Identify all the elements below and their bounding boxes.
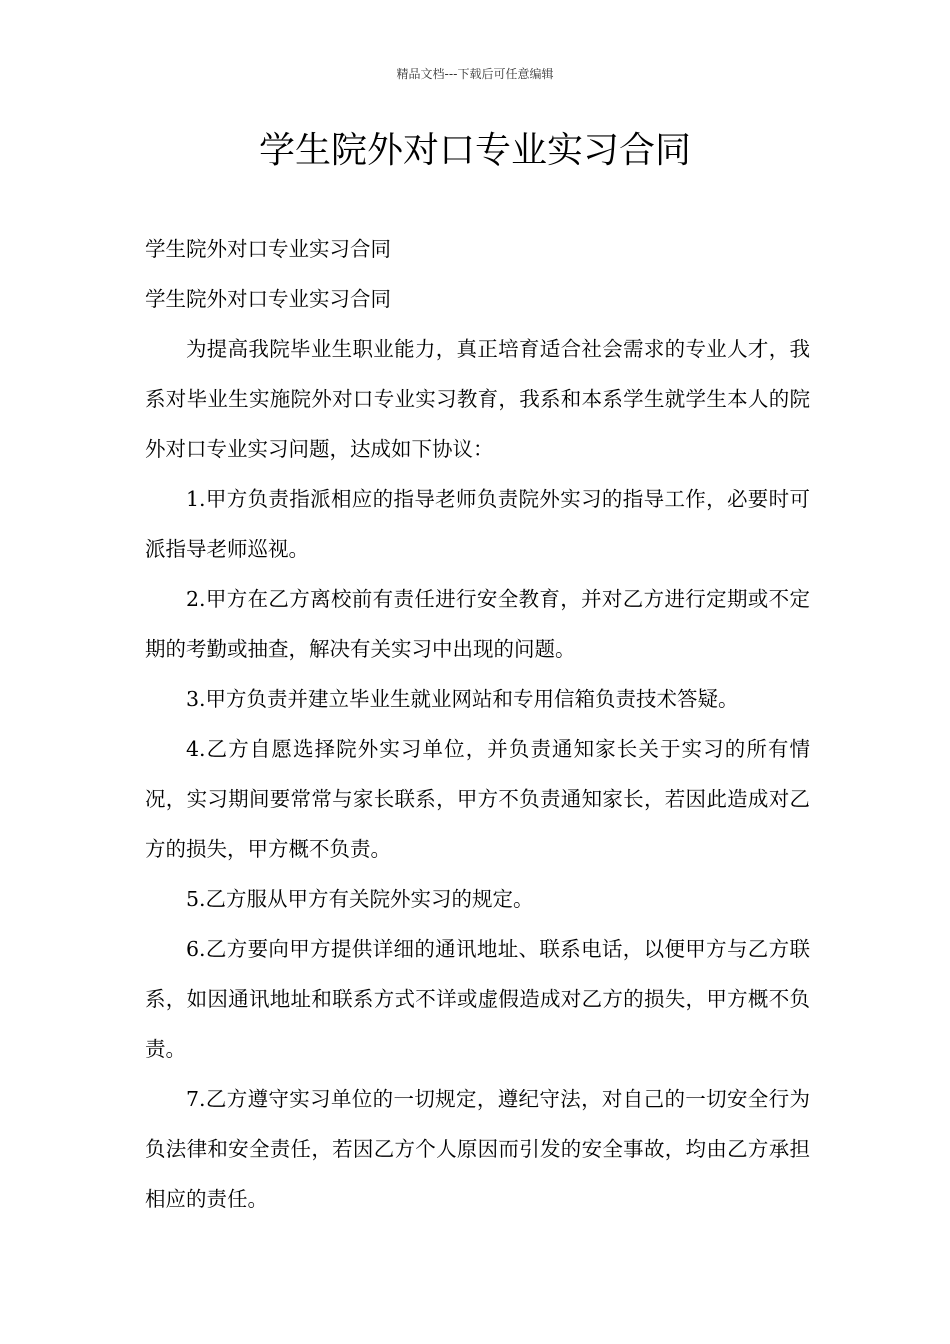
clause-paragraph: 5.乙方服从甲方有关院外实习的规定。 bbox=[186, 887, 534, 911]
intro-paragraph: 为提高我院毕业生职业能力，真正培育适合社会需求的专业人才，我系对毕业生实施院外对口专业实习教育，我系和本系学生就学生本人的院外对口专业实习问题，达成如下协议： bbox=[145, 337, 810, 461]
header-note: 精品文档---下载后可任意编辑 bbox=[396, 67, 554, 81]
clause-paragraph: 3.甲方负责并建立毕业生就业网站和专用信箱负责技术答疑。 bbox=[186, 687, 739, 711]
subtitle-line: 学生院外对口专业实习合同 bbox=[145, 237, 391, 261]
document-title: 学生院外对口专业实习合同 bbox=[258, 130, 691, 171]
clause-paragraph: 6.乙方要向甲方提供详细的通讯地址、联系电话，以便甲方与乙方联系，如因通讯地址和联系方式不详或虚假造成对乙方的损失，甲方概不负责。 bbox=[145, 937, 810, 1061]
subtitle-line: 学生院外对口专业实习合同 bbox=[145, 287, 391, 311]
clause-paragraph: 1.甲方负责指派相应的指导老师负责院外实习的指导工作，必要时可派指导老师巡视。 bbox=[145, 487, 810, 561]
document-body bbox=[145, 224, 810, 1224]
clause-paragraph: 4.乙方自愿选择院外实习单位，并负责通知家长关于实习的所有情况，实习期间要常常与家长联系，甲方不负责通知家长，若因此造成对乙方的损失，甲方概不负责。 bbox=[145, 737, 810, 861]
clause-paragraph: 7.乙方遵守实习单位的一切规定，遵纪守法，对自己的一切安全行为负法律和安全责任，若因乙方个人原因而引发的安全事故，均由乙方承担相应的责任。 bbox=[145, 1087, 810, 1211]
clause-paragraph: 2.甲方在乙方离校前有责任进行安全教育，并对乙方进行定期或不定期的考勤或抽查，解决有关实习中出现的问题。 bbox=[145, 587, 810, 661]
